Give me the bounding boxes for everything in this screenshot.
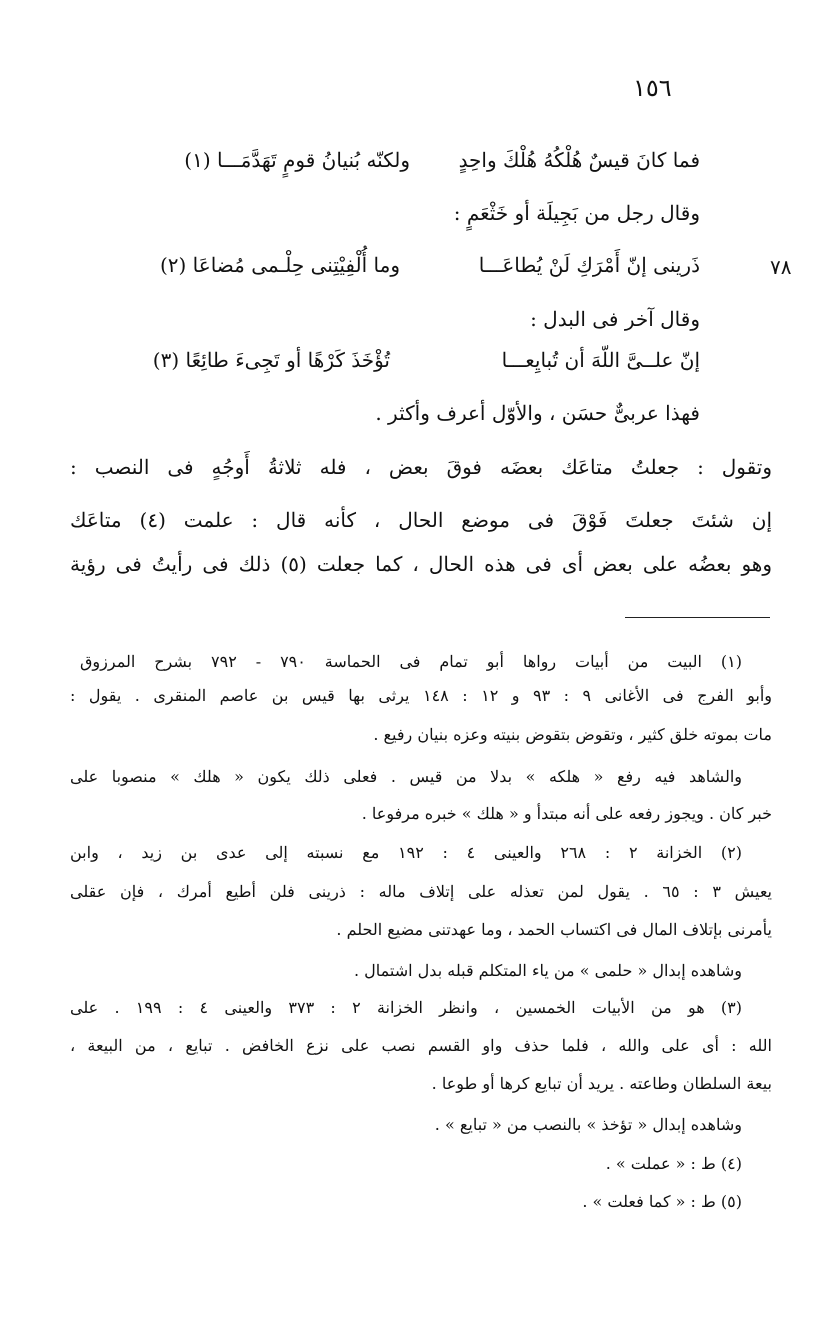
- verse3-intro: وقال آخر فى البدل :: [530, 307, 700, 331]
- footnote-line: (٥) ط : « كما فعلت » .: [582, 1192, 742, 1211]
- footnote-line: والشاهد فيه رفع « هلكه » بدلا من قيس . فعلى ذلك يكون « هلك » منصوبا على: [70, 767, 742, 786]
- footnote-line: (٢) الخزانة ٢ : ٢٦٨ والعينى ٤ : ١٩٢ مع نسبته إلى عدى بن زيد ، وابن: [70, 843, 742, 862]
- footnote-line: (٣) هو من الأبيات الخمسين ، وانظر الخزانة ٢ : ٣٧٣ والعينى ٤ : ١٩٩ . على: [70, 998, 743, 1017]
- footnote-line: وأبو الفرج فى الأغانى ٩ : ٩٣ و ١٢ : ١٤٨ يرثى بها قيس بن عاصم المنقرى . يقول :: [70, 686, 773, 705]
- body-line-1: فهذا عربىٌّ حسَن ، والأوّل أعرف وأكثر .: [375, 401, 700, 425]
- body-line-4: وهو بعضُه على بعض أى فى هذه الحال ، كما جعلت (٥) ذلك فى رأيتُ فى رؤية: [70, 552, 772, 576]
- footnote-line: يعيش ٣ : ٦٥ . يقول لمن تعذله على إتلاف ماله : ذرينى فلن أطيع أمرك ، فإن عقلى: [70, 882, 773, 901]
- footnote-line: مات بموته خلق كثير ، وتقوض بتقوض بنيته وعزه بنيان رفيع .: [373, 725, 772, 744]
- footnote-line: الله : أى على والله ، فلما حذف واو القسم نصب على نزع الخافض . تبايع ، من البيعة ،: [70, 1036, 772, 1055]
- verse3-second-hemistich: تُؤْخَذَ كَرْهًا أو تَجِىءَ طائِعًا (٣): [152, 348, 390, 372]
- footnote-line: بيعة السلطان وطاعته . يريد أن تبايع كرها أو طوعا .: [431, 1074, 772, 1093]
- verse2-first-hemistich: ذَرينى إنّ أَمْرَكِ لَنْ يُطاعَـــا: [478, 253, 700, 277]
- footnote-line: يأمرنى بإتلاف المال فى اكتساب الحمد ، وما عهدتنى مضيع الحلم .: [336, 920, 772, 939]
- footnote-line: خبر كان . ويجوز رفعه على أنه مبتدأ و « هلك » خبره مرفوعا .: [361, 804, 772, 823]
- verse1-second-hemistich: ولكنّه بُنيانُ قومٍ تَهَدَّمَـــا (١): [184, 148, 410, 172]
- footnote-line: (١) البيت من أبيات رواها أبو تمام فى الحماسة ٧٩٠ - ٧٩٢ بشرح المرزوق: [80, 652, 742, 671]
- body-line-3: إن شئتَ جعلتَ فَوْقَ فى موضع الحال ، كأنه قال : علمت (٤) متاعَك: [70, 508, 773, 532]
- verse2-intro: وقال رجل من بَجِيلَة أو خَثْعَمٍ :: [453, 201, 700, 225]
- footnote-line: (٤) ط : « عملت » .: [605, 1154, 742, 1173]
- margin-reference-number: ٧٨: [770, 255, 792, 279]
- verse2-second-hemistich: وما أُلْفِيْتِنى حِلْـمى مُضاعَا (٢): [159, 253, 400, 277]
- verse3-first-hemistich: إنّ علــىَّ اللّهَ أن تُبايِعـــا: [501, 348, 700, 372]
- page-number: ١٥٦: [633, 74, 672, 102]
- footnote-line: وشاهده إبدال « حلمى » من ياء المتكلم قبله بدل اشتمال .: [353, 961, 742, 980]
- verse1-first-hemistich: فما كانَ قيسٌ هُلْكُهُ هُلْكَ واحِدٍ: [458, 148, 700, 172]
- footnote-divider: [625, 617, 770, 618]
- body-line-2: وتقول : جعلتُ متاعَك بعضَه فوقَ بعض ، فله ثلاثةُ أَوجُهٍ فى النصب :: [70, 455, 772, 479]
- footnote-line: وشاهده إبدال « تؤخذ » بالنصب من « تبايع » .: [434, 1115, 742, 1134]
